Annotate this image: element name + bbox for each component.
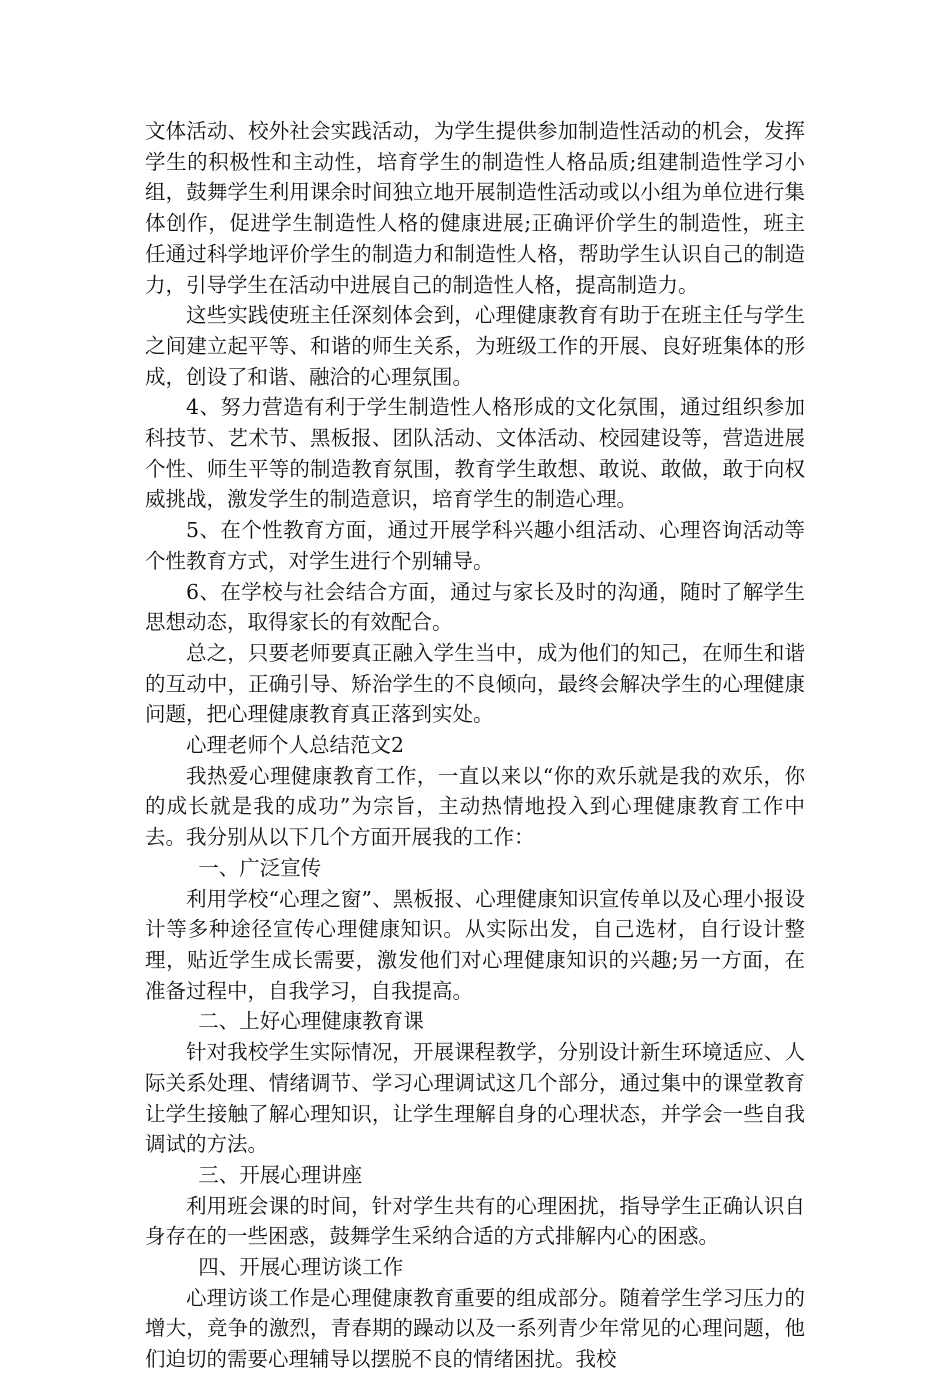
document-page — [145, 116, 805, 1375]
paragraph-publicity: 利用学校“心理之窗”、黑板报、心理健康知识宣传单以及心理小报设计等多种途径宣传心理健康知识。从实际出发，自己选材，自行设计整理，贴近学生成长需要，激发他们对心理健康知识的兴趣;另一方面，在准备过程中，自我学习，自我提高。 — [145, 886, 805, 1003]
paragraph-item-5: 5、在个性教育方面，通过开展学科兴趣小组活动、心理咨询活动等个性教育方式，对学生进行个别辅导。 — [145, 518, 805, 573]
paragraph-creative-activities: 文体活动、校外社会实践活动，为学生提供参加制造性活动的机会，发挥学生的积极性和主动性，培育学生的制造性人格品质;组建制造性学习小组，鼓舞学生利用课余时间独立地开展制造性活动或以小组为单位进行集体创作，促进学生制造性人格的健康进展;正确评价学生的制造性，班主任通过科学地评价学生的制造力和制造性人格，帮助学生认识自己的制造力，引导学生在活动中进展自己的制造性人格，提高制造力。 — [145, 119, 805, 297]
heading-classes: 二、上好心理健康教育课 — [198, 1009, 424, 1034]
paragraph-conclusion: 总之，只要老师要真正融入学生当中，成为他们的知己，在师生和谐的互动中，正确引导、矫治学生的不良倾向，最终会解决学生的心理健康问题，把心理健康教育真正落到实处。 — [145, 640, 805, 727]
paragraph-intro: 我热爱心理健康教育工作，一直以来以“你的欢乐就是我的欢乐，你的成长就是我的成功”为宗旨，主动热情地投入到心理健康教育工作中去。我分别从以下几个方面开展我的工作： — [145, 763, 805, 850]
paragraph-practice-reflection: 这些实践使班主任深刻体会到，心理健康教育有助于在班主任与学生之间建立起平等、和谐的师生关系，为班级工作的开展、良好班集体的形成，创设了和谐、融洽的心理氛围。 — [145, 303, 805, 389]
paragraph-item-6: 6、在学校与社会结合方面，通过与家长及时的沟通，随时了解学生思想动态，取得家长的有效配合。 — [145, 579, 805, 635]
section-title-sample-2: 心理老师个人总结范文2 — [186, 733, 405, 758]
paragraph-item-4: 4、努力营造有利于学生制造性人格形成的文化氛围，通过组织参加科技节、艺术节、黑板报、团队活动、文体活动、校园建设等，营造进展个性、师生平等的制造教育氛围，教育学生敢想、敢说、敢做，敢于向权威挑战，激发学生的制造意识，培育学生的制造心理。 — [145, 395, 805, 512]
paragraph-classes: 针对我校学生实际情况，开展课程教学，分别设计新生环境适应、人际关系处理、情绪调节、学习心理调试这几个部分，通过集中的课堂教育让学生接触了解心理知识，让学生理解自身的心理状态，并学会一些自我调试的方法。 — [145, 1040, 805, 1157]
heading-interviews: 四、开展心理访谈工作 — [198, 1255, 404, 1280]
heading-publicity: 一、广泛宣传 — [198, 855, 322, 880]
heading-lectures: 三、开展心理讲座 — [198, 1162, 363, 1187]
paragraph-interviews: 心理访谈工作是心理健康教育重要的组成部分。随着学生学习压力的增大，竞争的激烈，青春期的躁动以及一系列青少年常见的心理问题，他们迫切的需要心理辅导以摆脱不良的情绪困扰。我校 — [145, 1285, 805, 1372]
paragraph-lectures: 利用班会课的时间，针对学生共有的心理困扰，指导学生正确认识自身存在的一些困惑，鼓舞学生采纳合适的方式排解内心的困惑。 — [145, 1193, 805, 1249]
